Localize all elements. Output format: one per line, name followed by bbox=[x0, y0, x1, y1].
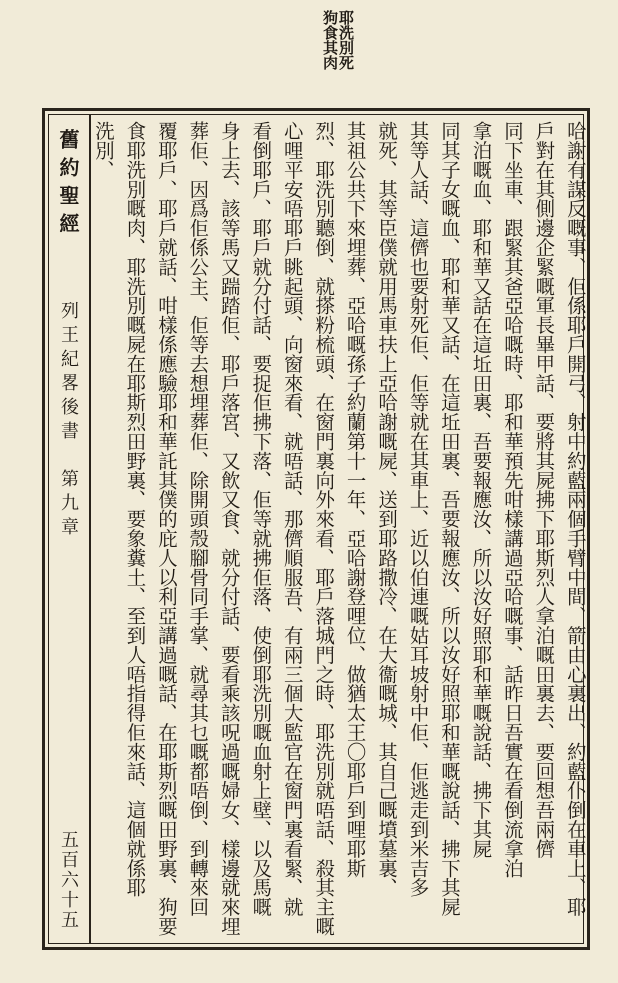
page-number: 五百六十五 bbox=[58, 830, 79, 930]
title-column bbox=[49, 115, 91, 943]
text-column: 看倒耶戶、耶戶就分付話、要捉佢拂下落、佢等就拂佢落、使倒耶洗別嘅血射上壁、以及馬嘅 bbox=[249, 121, 273, 917]
page-frame-inner bbox=[48, 114, 587, 944]
margin-heading-line: 耶洗別死 bbox=[337, 10, 355, 70]
text-column: 食耶洗別嘅肉、耶洗別嘅屍在耶斯烈田野裏、要象糞土、至到人唔指得佢來話、這個就係耶 bbox=[123, 121, 147, 897]
margin-heading-line: 狗食其肉 bbox=[321, 10, 339, 70]
text-column: 其祖公共下來埋葬、亞哈嘅孫子約蘭第十一年、亞哈謝登哩位、做猶太王〇耶戶到哩耶斯 bbox=[343, 121, 367, 878]
text-column: 葬佢、因爲佢係公主、佢等去想埋葬佢、除開頭殼腳骨同手掌、就尋其乜嘅都唔倒、到轉來回 bbox=[186, 121, 210, 917]
text-column: 烈、耶洗別聽倒、就搽粉梳頭、在窗門裏向外來看、耶戶落城門之時、耶洗別就唔話、殺其主嘅 bbox=[312, 121, 336, 936]
book-title: 舊約聖經 bbox=[56, 129, 80, 241]
text-column: 同下坐車、跟緊其爸亞哈嘅時、耶和華預先咁樣講過亞哈嘅事、話昨日吾實在看倒流拿泊 bbox=[500, 121, 524, 878]
text-column: 身上去、該等馬又踹踏佢、耶戶落宮、又飲又食、就分付話、要看乘該呪過嘅婦女、樣邊就來埋 bbox=[217, 121, 241, 936]
text-column: 拿泊嘅血、耶和華又話在這坵田裏、吾要報應汝、所以汝好照耶和華嘅說話、拂下其屍 bbox=[469, 121, 493, 859]
body-text bbox=[93, 121, 585, 943]
text-column: 覆耶戶、耶戶就話、咁樣係應驗耶和華託其僕的庇人以利亞講過嘅話、在耶斯烈嘅田野裏、狗要 bbox=[154, 121, 178, 936]
text-column: 就死、其等臣僕就用馬車扶上亞哈謝嘅屍、送到耶路撒冷、在大衞嘅城、其自己嘅墳墓裏、 bbox=[375, 121, 399, 897]
text-column: 心哩平安唔耶戶眺起頭、向窗來看、就唔話、那儕順服吾、有兩三個大監官在窗門裏看緊、就 bbox=[280, 121, 304, 917]
text-column: 戶對在其側邊企緊嘅軍長畢甲話、要將其屍拂下耶斯烈人拿泊嘅田裏去、要回想吾兩儕 bbox=[532, 121, 556, 859]
chapter-info: 列王紀畧後書 第九章 bbox=[58, 301, 79, 541]
text-column: 洗別、 bbox=[92, 121, 115, 180]
text-column: 哈謝有謀反嘅事、佢係耶戶開弓、射中約藍兩個手臂中間、箭由心裏出、約藍仆倒在車上、耶 bbox=[563, 121, 587, 917]
text-column: 同其子女嘅血、耶和華又話、在這坵田裏、吾要報應汝、所以汝好照耶和華嘅說話、拂下其屍 bbox=[437, 121, 461, 917]
page-frame bbox=[42, 108, 590, 950]
text-column: 其等人話、這儕也要射死佢、佢等就在其車上、近以伯連嘅姑耳坡射中佢、佢逃走到米吉多 bbox=[406, 121, 430, 897]
